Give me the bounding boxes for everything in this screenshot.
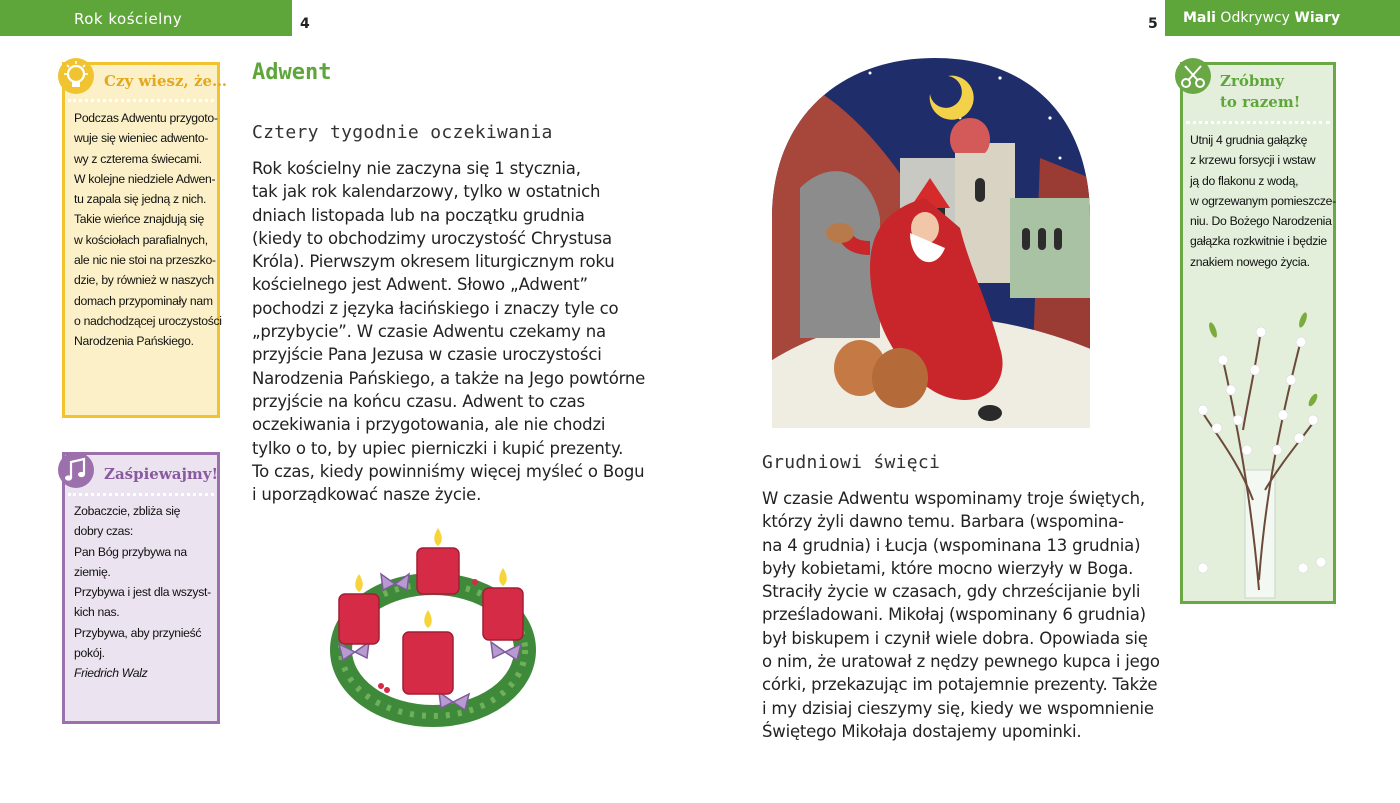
music-note-icon bbox=[58, 452, 94, 488]
page-number-right: 5 bbox=[1148, 16, 1158, 32]
did-you-know-text: Podczas Adwentu przygoto- wuje się wieniec adwento- wy z czterema świecami. W kolejne niedziele Adwen- tu zapala się jedną z nich. Takie wieńce znajdują się w kościołach parafialnych, ale nic nie stoi na przeszko- dzie, by również w naszych domach przypominały nam o nadchodzącej uroczystości Narodzenia Pańskiego. bbox=[74, 111, 222, 349]
divider bbox=[68, 99, 214, 102]
divider bbox=[1186, 121, 1330, 124]
saint-nicholas-illustration bbox=[760, 48, 1150, 438]
header-right-bar bbox=[1165, 0, 1400, 36]
sing-title: Zaśpiewajmy! bbox=[104, 465, 219, 483]
page-title: Adwent bbox=[252, 60, 332, 85]
section-body: W czasie Adwentu wspominamy troje świętych, którzy żyli dawno temu. Barbara (wspomina- na 4 grudnia) i Łucja (wspominana 13 grudnia) były kobietami, które mocno wierzyły w Boga. Straciły życie w czasach, gdy chrześcijanie byli prześladowani. Mikołaj (wspominany 6 grudnia) był biskupem i czynił wiele dobra. Opowiada się o nim, że uratował z nędzy pewnego kupca i jego córki, przekazując im potajemnie prezenty. Także i my dzisiaj cieszymy się, kiedy we wspomnienie Świętego Mikołaja dostajemy upominki. bbox=[762, 489, 1160, 741]
lightbulb-icon bbox=[58, 58, 94, 94]
series-title: Mali Odkrywcy Wiary bbox=[1183, 10, 1341, 26]
section-heading: Cztery tygodnie oczekiwania bbox=[252, 122, 553, 143]
scissors-icon bbox=[1175, 58, 1211, 94]
page-number-left: 4 bbox=[300, 16, 310, 32]
section-heading: Grudniowi święci bbox=[762, 452, 941, 473]
section-title: Rok kościelny bbox=[74, 10, 183, 28]
divider bbox=[68, 493, 214, 496]
did-you-know-title: Czy wiesz, że… bbox=[104, 72, 228, 90]
sing-text: Zobaczcie, zbliża się dobry czas: Pan Bóg przybywa na ziemię. Przybywa i jest dla wszyst- kich nas. Przybywa, aby przynieść pokój. Friedrich Walz bbox=[74, 504, 211, 681]
together-title: Zróbmy to razem! bbox=[1220, 72, 1301, 111]
branch-vase-illustration bbox=[1183, 300, 1333, 600]
header-left-bar bbox=[0, 0, 292, 36]
section-body: Rok kościelny nie zaczyna się 1 stycznia, tak jak rok kalendarzowy, tylko w ostatnich dniach listopada lub na początku grudnia (kiedy to obchodzimy uroczystość Chrystusa Króla). Pierwszym okresem liturgicznym roku kościelnego jest Adwent. Słowo „Adwent” pochodzi z języka łacińskiego i znaczy tyle co „przybycie”. W czasie Adwentu czekamy na przyjście Pana Jezusa w czasie uroczystości Narodzenia Pańskiego, a także na Jego powtórne przyjście na końcu czasu. Adwent to czas oczekiwania i przygotowania, ale nie chodzi tylko o to, by upiec pierniczki i kupić prezenty. To czas, kiedy powinniśmy więcej myśleć o Bogu i uporządkować nasze życie. bbox=[252, 159, 646, 505]
advent-wreath-illustration bbox=[325, 522, 545, 737]
together-text: Utnij 4 grudnia gałązkę z krzewu forsycji i wstaw ją do flakonu z wodą, w ogrzewanym pomieszcze- niu. Do Bożego Narodzenia gałązka rozkwitnie i będzie znakiem nowego życia. bbox=[1190, 133, 1336, 269]
